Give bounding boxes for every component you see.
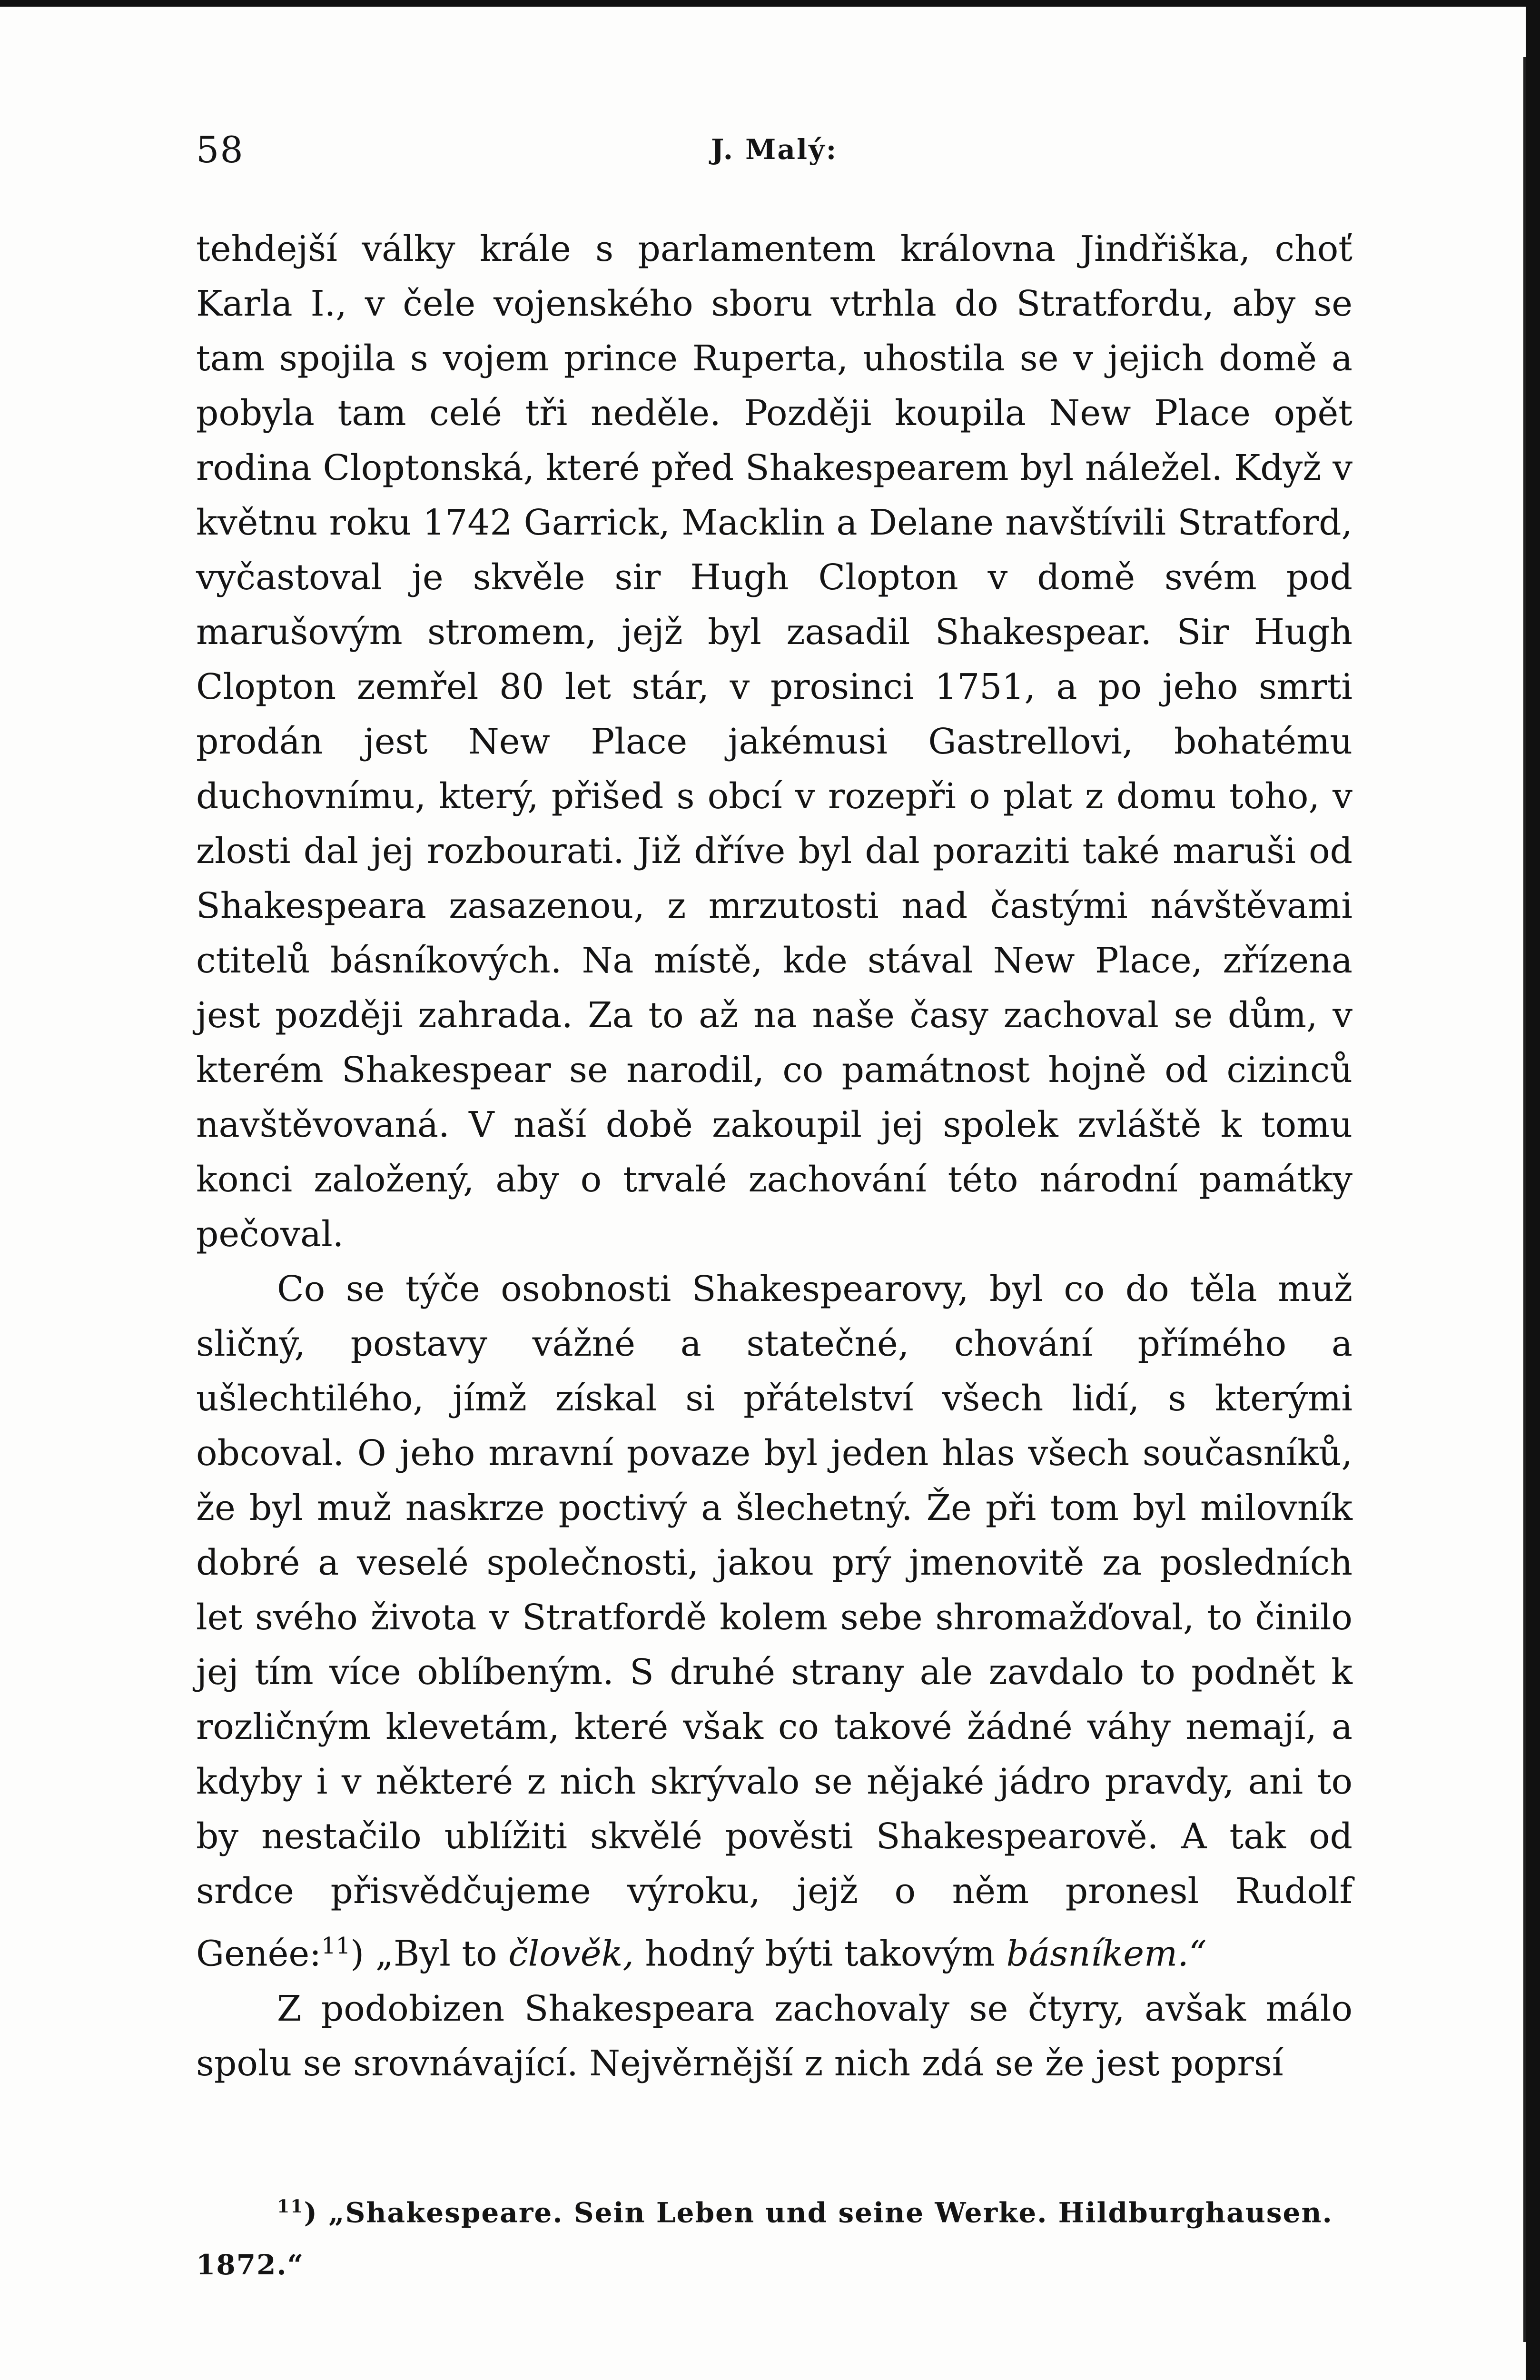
paragraph-1: tehdejší války krále s parlamentem královna Jindřiška, choť Karla I., v čele vojenského sboru vtrhla do Stratfordu, aby se tam spojila s vojem prince Ruperta, uhostila se v jejich domě a pobyla tam celé tři neděle. Později koupila New Place opět rodina Cloptonská, které před Shakespearem byl náležel. Když v květnu roku 1742 Garrick, Macklin a Delane navštívili Stratford, vyčastoval je skvěle sir Hugh Clopton v domě svém pod marušovým stromem, jejž byl zasadil Shakespear. Sir Hugh Clopton zemřel 80 let stár, v prosinci 1751, a po jeho smrti prodán jest New Place jakémusi Gastrellovi, bohatému duchovnímu, který, přišed s obcí v rozepři o plat z domu toho, v zlosti dal jej rozbourati. Již dříve byl dal poraziti také maruši od Shakespeara zasazenou, z mrzutosti nad častými návštěvami ctitelů básníkových. Na místě, kde stával New Place, zřízena jest později zahrada. Za to až na naše časy zachoval se dům, v kterém Shakespear se narodil, co památnost hojně od cizinců navštěvovaná. V naší době zakoupil jej spolek zvláště k tomu konci založený, aby o trvalé zachování této národní památky pečoval.: [196, 228, 1352, 1255]
quote-emphasis-2: básníkem.“: [1006, 1933, 1207, 1974]
quote-emphasis-1: člověk,: [508, 1933, 634, 1974]
scan-page-edge: [1523, 57, 1526, 2342]
footnote-text: [196, 2180, 1352, 2291]
paragraph-3: Z podobizen Shakespeara zachovaly se čtyry, avšak málo spolu se srovnávající. Nejvěrnější z nich zdá se že jest poprsí: [196, 1988, 1352, 2084]
quote-middle: hodný býti takovým: [633, 1933, 1007, 1974]
footnote-reference: 11: [321, 1933, 351, 1959]
quote-open: ) „Byl to: [350, 1933, 509, 1974]
footnote-body: ) „Shakespeare. Sein Leben und seine Werke. Hildburghausen. 1872.“: [196, 2196, 1333, 2281]
page-number: 58: [196, 129, 244, 171]
paragraph-2-text: Co se týče osobnosti Shakespearovy, byl co do těla muž sličný, postavy vážné a statečné, chování přímého a ušlechtilého, jímž získal si přátelství všech lidí, s kterými obcoval. O jeho mravní povaze byl jeden hlas všech současníků, že byl muž naskrze poctivý a šlechetný. Že při tom byl milovník dobré a veselé společnosti, jakou prý jmenovitě za posledních let svého života v Stratfordě kolem sebe shromažďoval, to činilo jej tím více oblíbeným. S druhé strany ale zavdalo to podnět k rozličným klevetám, které však co takové žádné váhy nemají, a kdyby i v některé z nich skrývalo se nějaké jádro pravdy, ani to by nestačilo ublížiti skvělé pověsti Shakespearově. A tak od srdce přisvědčujeme výroku, jejž o něm pronesl Rudolf Genée:: [196, 1269, 1352, 1974]
footnote: [196, 2180, 1352, 2291]
body-text: [196, 222, 1352, 2091]
scan-border-right: [1526, 0, 1540, 2380]
scan-border-top: [0, 0, 1540, 7]
running-head: J. Malý:: [711, 133, 838, 166]
page-header: [196, 129, 1352, 176]
paragraph-2: [196, 1262, 1352, 1982]
footnote-mark: 11: [277, 2196, 304, 2217]
